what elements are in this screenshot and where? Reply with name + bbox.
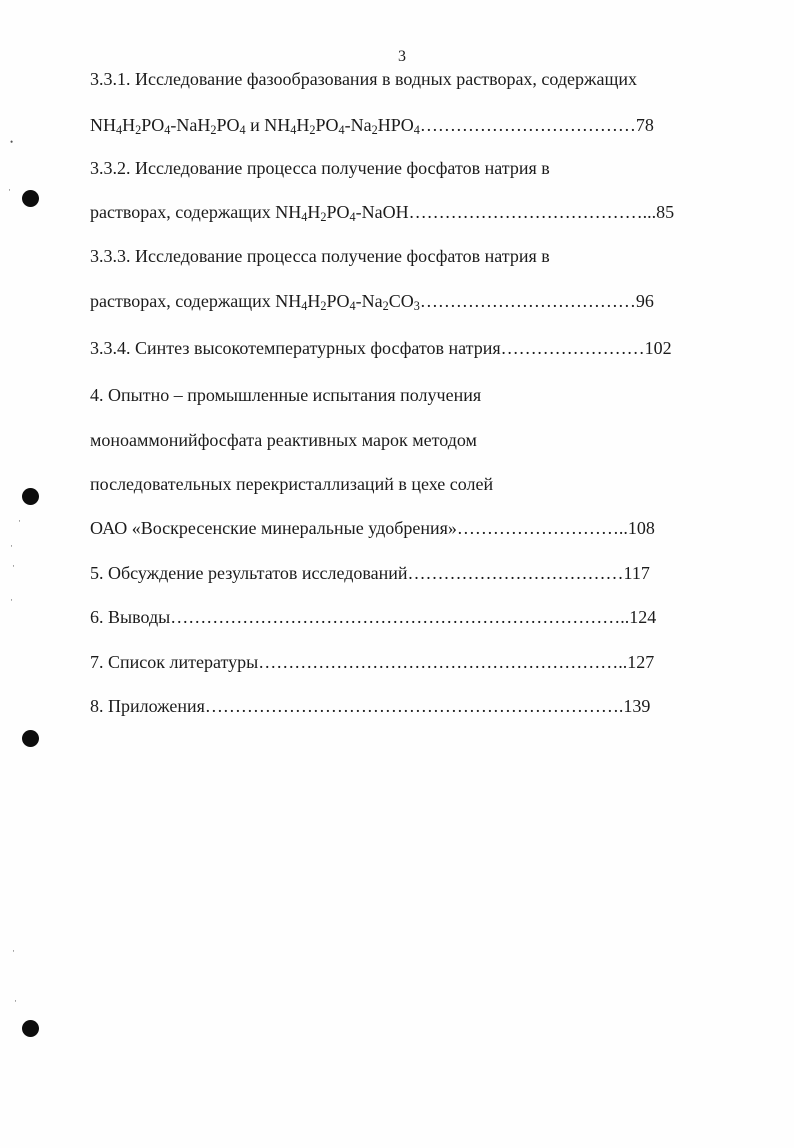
toc-entry-5: 5. Обсуждение результатов исследований………………………………117 [90, 563, 650, 583]
toc-entry-3-3-1-line-1: 3.3.1. Исследование фазообразования в водных растворах, содержащих [90, 69, 637, 89]
scan-speck: · [18, 516, 21, 526]
toc-entry-4-line-4: ОАО «Воскресенские минеральные удобрения»………………………..108 [90, 518, 655, 538]
toc-entry-4-line-2: моноаммонийфосфата реактивных марок методом [90, 430, 477, 450]
binder-hole-3 [22, 730, 39, 747]
toc-entry-4-line-1: 4. Опытно – промышленные испытания получения [90, 385, 482, 405]
toc-entry-7: 7. Список литературы……………………………………………………..127 [90, 652, 655, 672]
toc-entry-3-3-4: 3.3.4. Синтез высокотемпературных фосфатов натрия……………………102 [90, 338, 672, 358]
scan-speck: · [8, 185, 11, 195]
page-number: 3 [398, 48, 406, 65]
binder-hole-1 [22, 190, 39, 207]
scan-speck: · [10, 541, 13, 551]
toc-entry-3-3-2-line-1: 3.3.2. Исследование процесса получение фосфатов натрия в [90, 158, 550, 178]
toc-entry-3-3-3-line-1: 3.3.3. Исследование процесса получение фосфатов натрия в [90, 246, 550, 266]
toc-entry-3-3-2-line-2: растворах, содержащих $NH_4H_2PO_4-NaOH\dots\dots\dots\dots\dots\dots\dots\dots\dots\dots\dots\dots\dots...85$ [90, 202, 675, 225]
binder-hole-4 [22, 1020, 39, 1037]
toc-entry-3-3-3-line-2: растворах, содержащих $NH_4H_2PO_4-Na_2CO_3\dots\dots\dots\dots\dots\dots\dots\dots\dots\dots\dots\dots 96$ [90, 291, 654, 314]
toc-entry-8: 8. Приложения…………………………………………………………….139 [90, 696, 651, 716]
scan-speck: · [12, 946, 15, 956]
toc-entry-3-3-1-line-2: $NH_4H_2PO_4-NaH_2PO_4$ и $NH_4H_2PO_4-Na_2HPO_4\dots\dots\dots\dots\dots\dots\dots\dots\dots\dots\dots\dots 78$ [90, 115, 654, 138]
binder-hole-2 [22, 488, 39, 505]
scan-speck: • [10, 137, 14, 147]
toc-entry-4-line-3: последовательных перекристаллизаций в цехе солей [90, 474, 494, 494]
scan-speck: · [10, 595, 13, 605]
toc-entry-6: 6. Выводы…………………………………………………………………..124 [90, 607, 657, 627]
scan-speck: · [12, 561, 15, 571]
scan-speck: · [14, 996, 17, 1006]
